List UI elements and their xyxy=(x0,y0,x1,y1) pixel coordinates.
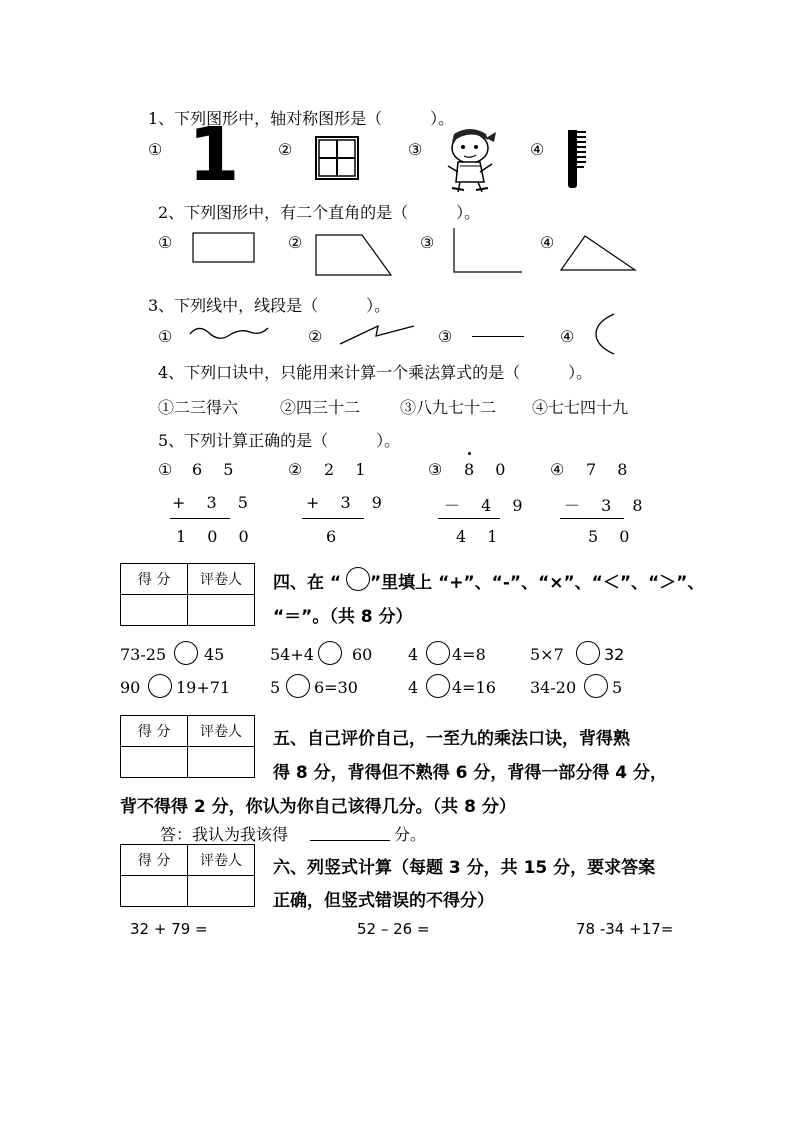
q5-result-3: 4 1 xyxy=(456,527,506,546)
q5-label-3: ③ xyxy=(428,460,443,479)
circle-blank-example xyxy=(346,567,370,591)
compare-circle-1[interactable] xyxy=(174,641,198,665)
q5-result-1: 1 0 0 xyxy=(176,527,257,546)
compare-circle-7[interactable] xyxy=(426,674,450,698)
arc-figure xyxy=(594,312,618,356)
grader-header: 评卷人 xyxy=(188,845,255,876)
compare-circle-6[interactable] xyxy=(286,674,310,698)
compare-right-1: 45 xyxy=(204,645,225,664)
q2-option-4: ④ xyxy=(540,233,555,252)
answer-blank[interactable] xyxy=(310,840,390,841)
compare-right-7: 4=16 xyxy=(452,678,496,697)
q5-label-2: ② xyxy=(288,460,303,479)
wavy-line-figure xyxy=(188,322,270,346)
grader-cell[interactable] xyxy=(188,876,255,907)
answer-suffix: 分。 xyxy=(394,825,427,844)
section4-line1-a: 四、在 “ xyxy=(273,573,342,593)
q5-top-4: 7 8 xyxy=(586,460,636,479)
section5-line3: 背不得得 2 分，你认为你自己该得几分。（共 8 分） xyxy=(120,797,516,817)
q4-text: 4、下列口诀中，只能用来计算一个乘法算式的是（ ）。 xyxy=(158,363,593,382)
q4-option-3: ③八九七十二 xyxy=(400,398,497,417)
compare-right-8: 5 xyxy=(612,678,623,697)
compare-right-3: 4=8 xyxy=(452,645,486,664)
q3-text: 3、下列线中，线段是（ ）。 xyxy=(148,296,391,315)
borrow-dot xyxy=(468,452,471,455)
score-box-section6 xyxy=(120,844,255,907)
score-cell[interactable] xyxy=(121,595,188,626)
score-box-section4 xyxy=(120,563,255,626)
q2-option-3: ③ xyxy=(420,233,435,252)
grader-header: 评卷人 xyxy=(188,716,255,747)
q5-top-2: 2 1 xyxy=(324,460,374,479)
q1-text: 1、下列图形中，轴对称图形是（ ）。 xyxy=(148,109,455,128)
q5-top-3: 8 0 xyxy=(464,460,514,479)
triangle-figure xyxy=(558,234,638,274)
grader-header: 评卷人 xyxy=(188,564,255,595)
compare-left-8: 34-20 xyxy=(530,678,577,697)
q5-rule-1 xyxy=(170,518,230,519)
q5-label-1: ① xyxy=(158,460,173,479)
compare-circle-3[interactable] xyxy=(426,641,450,665)
compare-right-2: 60 xyxy=(352,645,373,664)
compare-circle-5[interactable] xyxy=(148,674,172,698)
compare-right-4: 32 xyxy=(604,645,625,664)
q3-option-1: ① xyxy=(158,327,173,346)
q5-top-1: 6 5 xyxy=(192,460,242,479)
q1-option-2: ② xyxy=(278,140,293,159)
section6-line2: 正确，但竖式错误的不得分） xyxy=(273,891,494,911)
vertical-calc-2: 52 – 26 = xyxy=(357,920,430,938)
compare-circle-2[interactable] xyxy=(318,641,342,665)
score-cell[interactable] xyxy=(121,747,188,778)
compare-left-1: 73-25 xyxy=(120,645,167,664)
line-segment-figure xyxy=(472,336,524,337)
answer-prefix: 答：我认为我该得 xyxy=(160,825,289,844)
q2-option-1: ① xyxy=(158,233,173,252)
q2-text: 2、下列图形中，有二个直角的是（ ）。 xyxy=(158,203,481,222)
q4-option-2: ②四三十二 xyxy=(280,398,361,417)
grader-cell[interactable] xyxy=(188,595,255,626)
q3-option-3: ③ xyxy=(438,327,453,346)
right-angle-figure xyxy=(452,226,524,276)
q4-option-1: ①二三得六 xyxy=(158,398,239,417)
score-cell[interactable] xyxy=(121,876,188,907)
cartoon-pirate-figure xyxy=(440,126,498,194)
comb-figure xyxy=(566,128,588,190)
q5-second-3: － 4 9 xyxy=(444,496,531,515)
q5-rule-2 xyxy=(302,518,364,519)
q5-rule-3 xyxy=(438,518,500,519)
q1-option-3: ③ xyxy=(408,140,423,159)
compare-circle-8[interactable] xyxy=(584,674,608,698)
score-box-section5 xyxy=(120,715,255,778)
score-header: 得 分 xyxy=(121,716,188,747)
compare-circle-4[interactable] xyxy=(576,641,600,665)
vertical-calc-3: 78 -34 +17= xyxy=(576,920,674,938)
rectangle-figure xyxy=(192,232,256,264)
q1-option-1: ① xyxy=(148,140,163,159)
q5-second-4: － 3 8 xyxy=(564,496,651,515)
q5-rule-4 xyxy=(560,518,624,519)
window-grid-figure xyxy=(315,136,361,182)
compare-right-5: 19+71 xyxy=(176,678,231,697)
q5-second-1: + 3 5 xyxy=(172,493,256,512)
section6-line1: 六、列竖式计算（每题 3 分，共 15 分，要求答案 xyxy=(273,858,656,878)
q1-option-4: ④ xyxy=(530,140,545,159)
section5-line2: 得 8 分，背得但不熟得 6 分，背得一部分得 4 分， xyxy=(273,763,667,783)
grader-cell[interactable] xyxy=(188,747,255,778)
section4-line2: “＝”。（共 8 分） xyxy=(273,607,413,627)
q5-result-2: 6 xyxy=(326,527,337,546)
digit-one-figure: 1 xyxy=(188,112,240,198)
score-header: 得 分 xyxy=(121,564,188,595)
section4-line1-b: ”里填上 “+”、“-”、“×”、“＜”、“＞”、 xyxy=(370,573,705,593)
q5-label-4: ④ xyxy=(550,460,565,479)
score-header: 得 分 xyxy=(121,845,188,876)
zigzag-line-figure xyxy=(338,322,418,346)
q4-option-4: ④七七四十九 xyxy=(532,398,629,417)
compare-left-4: 5×7 xyxy=(530,645,564,664)
q2-option-2: ② xyxy=(288,233,303,252)
q3-option-2: ② xyxy=(308,327,323,346)
q3-option-4: ④ xyxy=(560,327,575,346)
trapezoid-figure xyxy=(314,233,394,277)
q5-second-2: + 3 9 xyxy=(306,493,390,512)
compare-right-6: 6=30 xyxy=(314,678,358,697)
compare-left-3: 4 xyxy=(408,645,419,664)
q5-text: 5、下列计算正确的是（ ）。 xyxy=(158,431,401,450)
compare-left-2: 54+4 xyxy=(270,645,314,664)
section5-line1: 五、自己评价自己，一至九的乘法口诀，背得熟 xyxy=(273,729,630,749)
vertical-calc-1: 32 + 79 = xyxy=(130,920,208,938)
compare-left-5: 90 xyxy=(120,678,141,697)
compare-left-6: 5 xyxy=(270,678,281,697)
q5-result-4: 5 0 xyxy=(588,527,638,546)
compare-left-7: 4 xyxy=(408,678,419,697)
